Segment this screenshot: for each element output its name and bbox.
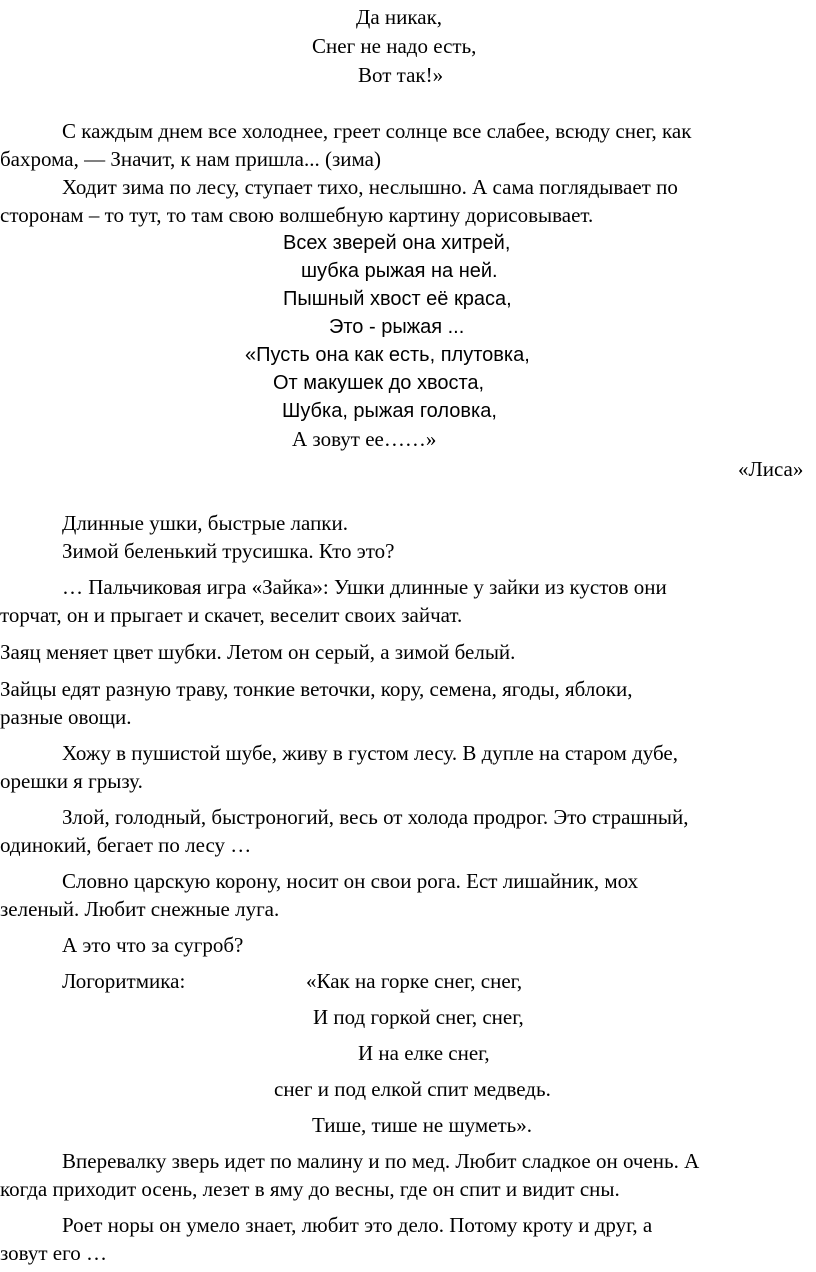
bear-riddle-line-1: Вперевалку зверь идет по малину и по мед. Любит сладкое он очень. А [62, 1149, 700, 1173]
fox-riddle-answer: «Лиса» [738, 457, 804, 481]
logorhythmics-line-2: И под горкой снег, снег, [313, 1005, 524, 1029]
walk-paragraph-line-1: Ходит зима по лесу, ступает тихо, неслышно. А сама поглядывает по [62, 175, 678, 199]
deer-riddle-line-1: Словно царскую корону, носит он свои рога. Ест лишайник, мох [62, 869, 639, 893]
fox-riddle-line-7: Шубка, рыжая головка, [282, 400, 497, 422]
wolf-riddle-line-1: Злой, голодный, быстроногий, весь от холода продрог. Это страшный, [62, 805, 689, 829]
wolf-riddle-line-2: одинокий, бегает по лесу … [0, 833, 252, 857]
fox-riddle-line-6: От макушек до хвоста, [273, 372, 485, 394]
deer-riddle-line-2: зеленый. Любит снежные луга. [0, 897, 280, 921]
poem-line-1: Да никак, [356, 5, 443, 29]
fox-riddle-line-4: Это - рыжая ... [329, 316, 465, 338]
fox-riddle-line-8: А зовут ее……» [292, 427, 437, 451]
squirrel-riddle-line-2: орешки я грызу. [0, 769, 143, 793]
poem-line-3: Вот так!» [358, 63, 444, 87]
logorhythmics-line-3: И на елке снег, [358, 1041, 490, 1065]
logorhythmics-label: Логоритмика: [62, 969, 186, 993]
mole-riddle-line-1: Роет норы он умело знает, любит это дело. Потому кроту и друг, а [62, 1213, 653, 1237]
hare-color-text: Заяц меняет цвет шубки. Летом он серый, а зимой белый. [0, 640, 516, 664]
winter-paragraph-line-1: С каждым днем все холоднее, греет солнце все слабее, всюду снег, как [62, 119, 692, 143]
fox-riddle-line-1: Всех зверей она хитрей, [283, 232, 511, 254]
finger-game-line-2: торчат, он и прыгает и скачет, веселит своих зайчат. [0, 603, 463, 627]
hare-riddle-line-1: Длинные ушки, быстрые лапки. [62, 511, 348, 535]
hare-food-line-1: Зайцы едят разную траву, тонкие веточки, кору, семена, ягоды, яблоки, [0, 677, 633, 701]
bear-riddle-line-2: когда приходит осень, лезет в яму до весны, где он спит и видит сны. [0, 1177, 620, 1201]
mole-riddle-line-2: зовут его … [0, 1241, 107, 1265]
logorhythmics-line-5: Тише, тише не шуметь». [312, 1113, 533, 1137]
fox-riddle-line-2: шубка рыжая на ней. [301, 260, 498, 282]
logorhythmics-line-4: снег и под елкой спит медведь. [274, 1077, 551, 1101]
squirrel-riddle-line-1: Хожу в пушистой шубе, живу в густом лесу. В дупле на старом дубе, [62, 741, 678, 765]
fox-riddle-line-5: «Пусть она как есть, плутовка, [245, 344, 530, 366]
logorhythmics-line-1: «Как на горке снег, снег, [306, 969, 523, 993]
snowdrift-question: А это что за сугроб? [62, 933, 244, 957]
hare-food-line-2: разные овощи. [0, 705, 132, 729]
fox-riddle-line-3: Пышный хвост её краса, [283, 288, 512, 310]
poem-line-2: Снег не надо есть, [312, 34, 477, 58]
walk-paragraph-line-2: сторонам – то тут, то там свою волшебную картину дорисовывает. [0, 203, 594, 227]
hare-riddle-line-2: Зимой беленький трусишка. Кто это? [62, 539, 395, 563]
winter-paragraph-line-2: бахрома, — Значит, к нам пришла... (зима) [0, 147, 381, 171]
finger-game-line-1: … Пальчиковая игра «Зайка»: Ушки длинные у зайки из кустов они [62, 575, 667, 599]
